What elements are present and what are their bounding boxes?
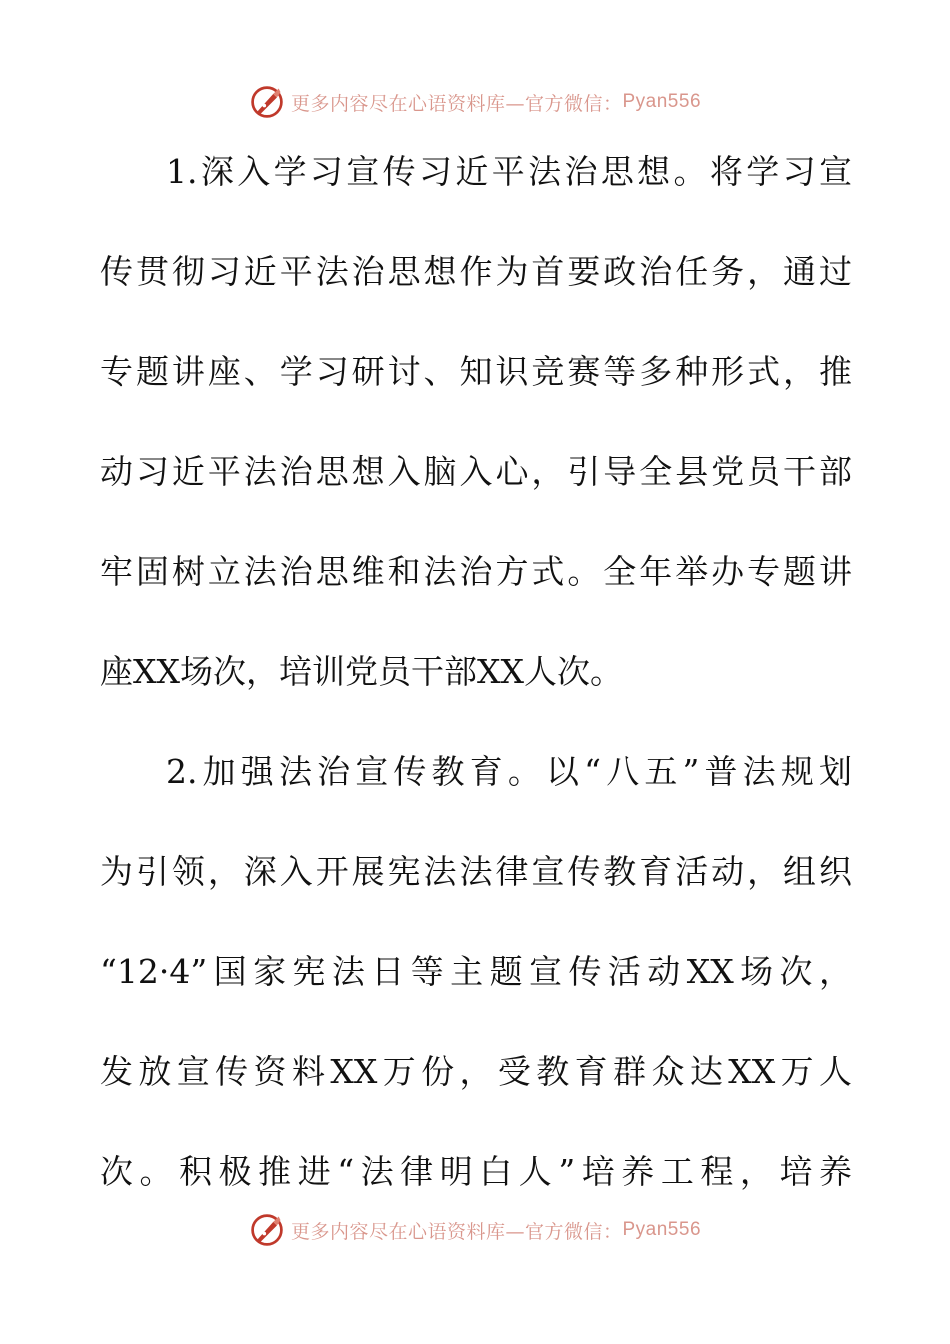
text-line: 专题讲座、学习研讨、知识竞赛等多种形式，推 (100, 352, 852, 391)
text-line: 发放宣传资料XX万份，受教育群众达XX万人 (100, 1052, 852, 1091)
text-line: 2.加强法治宣传教育。以“八五”普法规划 (166, 752, 852, 791)
text-line: 为引领，深入开展宪法法律宣传教育活动，组织 (100, 852, 852, 891)
text-line: 1.深入学习宣传习近平法治思想。将学习宣 (166, 152, 852, 191)
document-body (100, 140, 852, 1240)
paragraph-1 (100, 140, 852, 740)
watermark-wechat-id: Pyan556 (622, 91, 702, 112)
watermark-header (0, 82, 950, 122)
text-line: 座XX场次，培训党员干部XX人次。 (100, 652, 623, 691)
watermark-brand-text: 更多内容尽在心语资料库—官方微信： (290, 92, 623, 115)
paragraph-2 (100, 740, 852, 1240)
watermark-footer (0, 1210, 950, 1250)
text-line: “12·4”国家宪法日等主题宣传活动XX场次， (100, 952, 852, 991)
pen-nib-circle-icon (249, 1212, 285, 1248)
watermark-brand-text: 更多内容尽在心语资料库—官方微信： (290, 1220, 623, 1243)
watermark-wechat-id: Pyan556 (622, 1219, 702, 1240)
pen-nib-circle-icon (249, 84, 285, 120)
text-line: 传贯彻习近平法治思想作为首要政治任务，通过 (100, 252, 852, 291)
text-line: 动习近平法治思想入脑入心，引导全县党员干部 (100, 452, 852, 491)
text-line: 牢固树立法治思维和法治方式。全年举办专题讲 (100, 552, 852, 591)
text-line: 次。积极推进“法律明白人”培养工程，培养 (100, 1152, 852, 1191)
